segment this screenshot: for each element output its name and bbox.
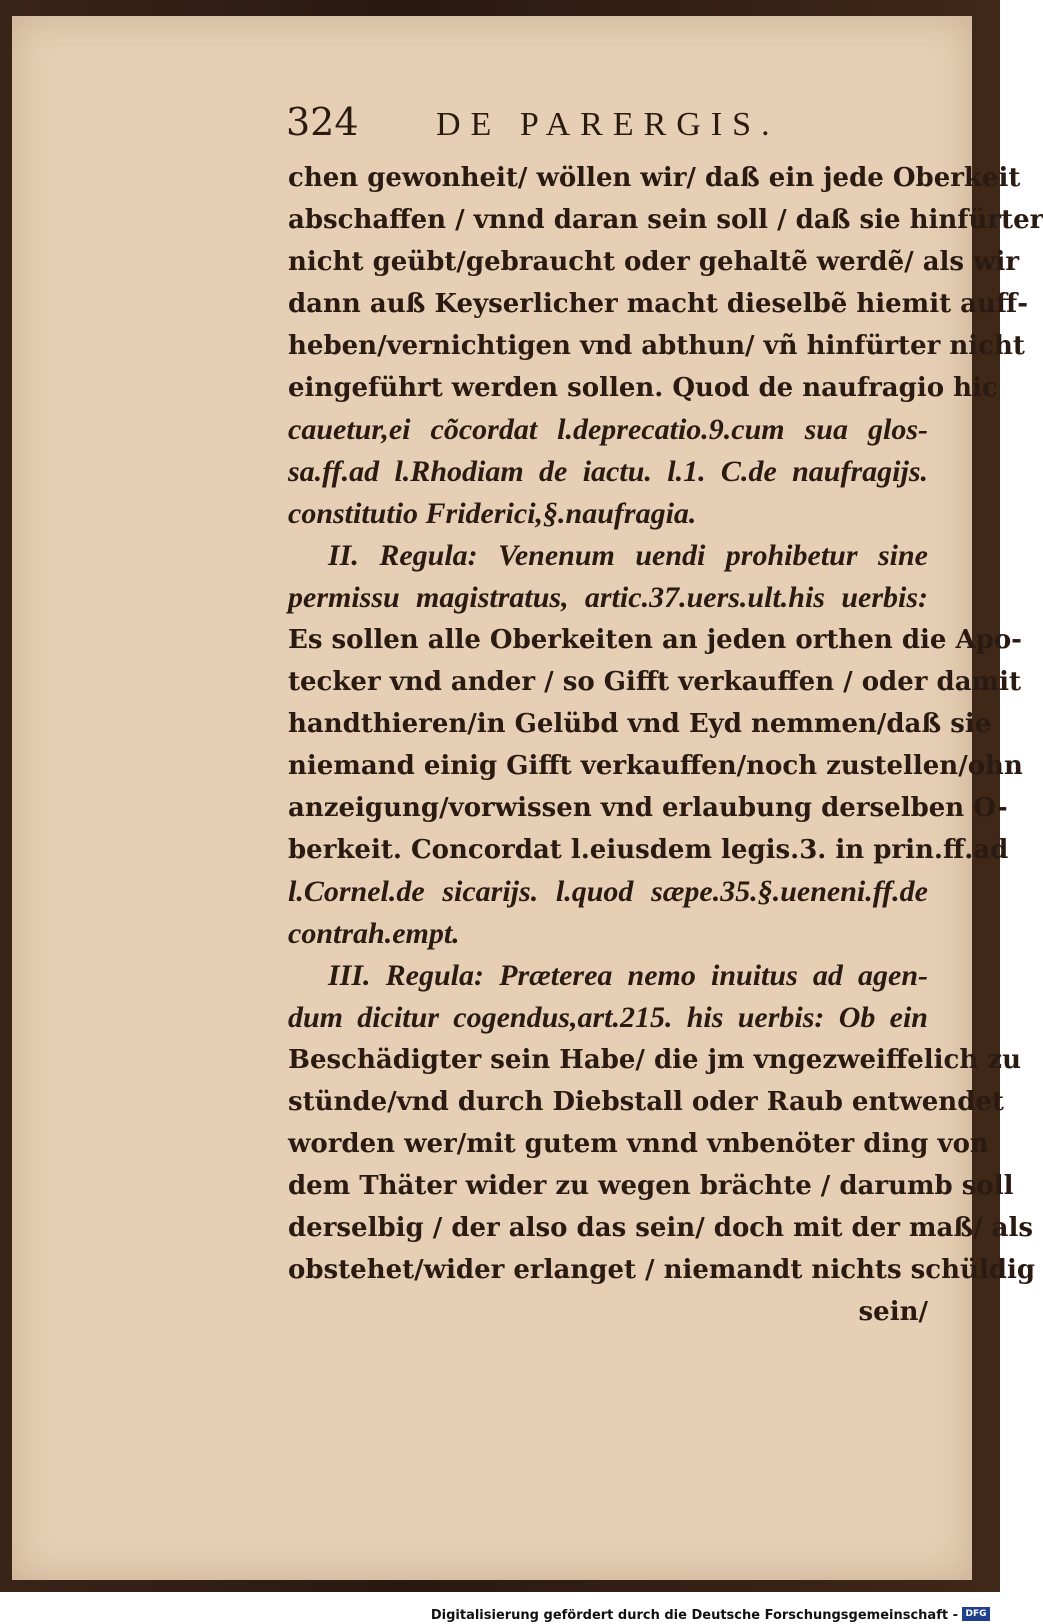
- dfg-logo: DFG: [962, 1607, 990, 1621]
- text-line: nicht geübt/gebraucht oder gehaltẽ werdẽ/ als wir: [288, 247, 1020, 277]
- text-line: permissu magistratus, artic.37.uers.ult.his uerbis:: [288, 581, 928, 614]
- funding-notice: Digitalisierung gefördert durch die Deutsche Forschungsgemeinschaft -: [430, 1608, 958, 1623]
- text-line: III. Regula: Præterea nemo inuitus ad agen-: [328, 959, 928, 992]
- body-text: [288, 156, 1043, 1516]
- text-line: II. Regula: Venenum uendi prohibetur sine: [328, 539, 928, 572]
- text-line: cauetur,ei cõcordat l.deprecatio.9.cum sua glos-: [288, 413, 928, 446]
- text-line: sa.ff.ad l.Rhodiam de iactu. l.1. C.de naufragijs.: [288, 455, 928, 488]
- text-line: tecker vnd ander / so Gifft verkauffen / oder damit: [288, 667, 1021, 697]
- text-line: l.Cornel.de sicarijs. l.quod sæpe.35.§.ueneni.ff.de: [288, 875, 928, 908]
- text-line: derselbig / der also das sein/ doch mit der maß/ als: [288, 1213, 1034, 1243]
- page-header: [286, 96, 846, 156]
- digitization-footer: [0, 1592, 1000, 1624]
- text-line: eingeführt werden sollen. Quod de naufragio hic: [288, 373, 998, 403]
- running-title: DE PARERGIS.: [436, 106, 780, 143]
- text-line: berkeit. Concordat l.eiusdem legis.3. in prin.ff.ad: [288, 835, 1009, 865]
- text-line: contrah.empt.: [288, 917, 460, 950]
- text-line: dum dicitur cogendus,art.215. his uerbis: Ob ein: [288, 1001, 928, 1034]
- text-line: niemand einig Gifft verkauffen/noch zustellen/ohn: [288, 751, 1023, 781]
- text-line: dem Thäter wider zu wegen brächte / darumb soll: [288, 1171, 1014, 1201]
- text-line: anzeigung/vorwissen vnd erlaubung derselben O-: [288, 793, 1008, 823]
- text-line: handthieren/in Gelübd vnd Eyd nemmen/daß sie: [288, 709, 992, 739]
- text-line: abschaffen / vnnd daran sein soll / daß sie hinfürter: [288, 205, 1043, 235]
- text-line: worden wer/mit gutem vnnd vnbenöter ding von: [288, 1129, 989, 1159]
- page-number: 324: [286, 100, 359, 144]
- text-line: constitutio Friderici,§.naufragia.: [288, 497, 697, 530]
- text-line: chen gewonheit/ wöllen wir/ daß ein jede Oberkeit: [288, 163, 1021, 193]
- text-line: stünde/vnd durch Diebstall oder Raub entwendet: [288, 1087, 1004, 1117]
- text-line: Beschädigter sein Habe/ die jm vngezweiffelich zu: [288, 1045, 1021, 1075]
- text-line: dann auß Keyserlicher macht dieselbẽ hiemit auff-: [288, 289, 1029, 319]
- text-line: heben/vernichtigen vnd abthun/ vñ hinfürter nicht: [288, 331, 1025, 361]
- text-line: sein/: [858, 1297, 928, 1327]
- text-line: Es sollen alle Oberkeiten an jeden orthen die Apo-: [288, 625, 1022, 655]
- text-line: obstehet/wider erlanget / niemandt nichts schüldig: [288, 1255, 1036, 1285]
